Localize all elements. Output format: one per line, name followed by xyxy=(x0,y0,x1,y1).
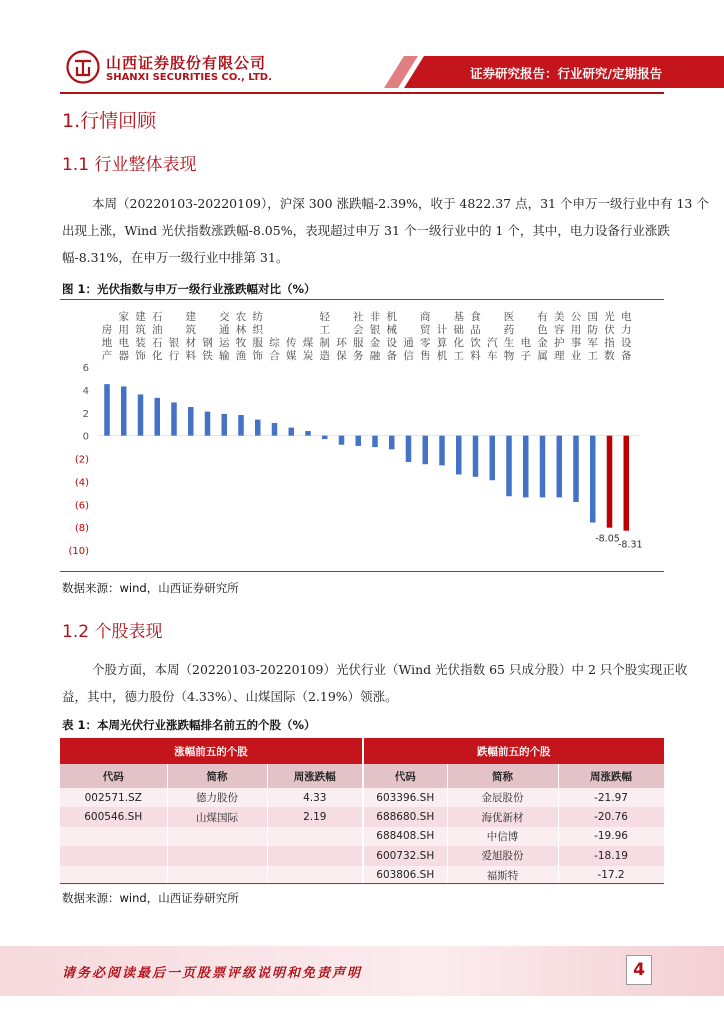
x-tick-label: 美容护理 xyxy=(554,311,565,362)
paragraph-line: 益，其中，德力股份（4.33%）、山煤国际（2.19%）领涨。 xyxy=(62,689,398,704)
table-cell: 海优新材 xyxy=(447,807,558,826)
bar-电力设备 xyxy=(624,436,630,531)
table-cell: 福斯特 xyxy=(447,866,558,885)
x-tick-label: 建筑材料 xyxy=(185,311,196,362)
paragraph-line: 幅-8.31%，在申万一级行业中排第 31。 xyxy=(62,250,289,265)
header-divider xyxy=(60,92,664,94)
table-source: 数据来源：wind，山西证券研究所 xyxy=(62,891,239,905)
table-cell: 中信博 xyxy=(447,827,558,846)
table-header: 简称 xyxy=(447,764,558,788)
x-tick-label: 国防军工 xyxy=(587,311,598,362)
company-name-cn: 山西证券股份有限公司 xyxy=(106,54,267,72)
bar-传媒 xyxy=(289,428,295,436)
table-group-up: 涨幅前五的个股 xyxy=(60,738,363,764)
figure-bottom-rule xyxy=(60,571,664,572)
bar-建筑装饰 xyxy=(138,394,144,435)
bar-电子 xyxy=(523,436,529,498)
x-tick-label: 电力设备 xyxy=(621,311,632,362)
x-tick-label: 通信 xyxy=(403,337,414,362)
table-cell xyxy=(60,846,167,865)
table-header: 代码 xyxy=(60,764,167,788)
bar-基础化工 xyxy=(456,436,462,475)
table-cell xyxy=(267,846,363,865)
table-cell: 爱旭股份 xyxy=(447,846,558,865)
bar-钢铁 xyxy=(205,412,211,436)
bar-国防军工 xyxy=(590,436,596,523)
bar-交通运输 xyxy=(222,414,228,436)
table-cell xyxy=(60,827,167,846)
table-cell: 金辰股份 xyxy=(447,788,558,807)
data-label: -8.05 xyxy=(595,533,620,545)
x-tick-label: 传媒 xyxy=(286,337,297,362)
page-number: 4 xyxy=(626,955,652,985)
x-tick-label: 建筑装饰 xyxy=(135,311,146,362)
table-cell: -19.96 xyxy=(558,827,664,846)
table-header: 周涨跌幅 xyxy=(267,764,363,788)
y-tick-label: 4 xyxy=(82,385,89,397)
bar-机械设备 xyxy=(389,436,395,450)
x-tick-label: 交通运输 xyxy=(219,311,230,362)
table-row xyxy=(60,846,664,865)
footer-disclaimer: 请务必阅读最后一页股票评级说明和免责声明 xyxy=(62,966,363,981)
table-group-down: 跌幅前五的个股 xyxy=(363,738,664,764)
x-tick-label: 轻工制造 xyxy=(319,311,330,362)
table-row xyxy=(60,827,664,846)
y-tick-label: 2 xyxy=(82,408,89,420)
x-tick-label: 计算机 xyxy=(436,324,448,362)
table-header: 简称 xyxy=(167,764,267,788)
bar-纺织服饰 xyxy=(255,420,261,436)
bar-非银金融 xyxy=(372,436,378,447)
figure-top-rule xyxy=(60,299,664,300)
x-tick-label: 银行 xyxy=(168,337,180,362)
table-cell: -17.2 xyxy=(558,866,664,885)
section-title: 1.行情回顾 xyxy=(62,110,157,132)
table-cell: -21.97 xyxy=(558,788,664,807)
bar-食品饮料 xyxy=(473,436,479,477)
subsection-title: 1.2 个股表现 xyxy=(62,622,163,642)
x-tick-label: 非银金融 xyxy=(369,311,381,362)
y-tick-label: (2) xyxy=(74,454,89,466)
stock-table xyxy=(60,738,665,885)
x-tick-label: 机械设备 xyxy=(386,311,397,362)
bar-公用事业 xyxy=(573,436,579,502)
bar-美容护理 xyxy=(557,436,563,498)
y-tick-label: (8) xyxy=(74,523,89,535)
table-cell: 德力股份 xyxy=(167,788,267,807)
bar-综合 xyxy=(272,423,278,436)
x-tick-label: 电子 xyxy=(520,337,531,362)
table-cell: 603396.SH xyxy=(363,788,447,807)
bar-汽车 xyxy=(490,436,496,481)
x-tick-label: 钢铁 xyxy=(202,337,213,362)
paragraph-line: 本周（20220103-20220109），沪深 300 涨跌幅-2.39%，收于 4822.37 点，31 个申万一级行业中有 13 个 xyxy=(92,196,709,211)
x-tick-label: 煤炭 xyxy=(302,337,314,362)
table-cell: 600732.SH xyxy=(363,846,447,865)
bar-chart xyxy=(60,301,664,571)
table-cell: 600546.SH xyxy=(60,807,167,826)
table-cell xyxy=(167,827,267,846)
x-tick-label: 纺织服饰 xyxy=(252,311,263,362)
x-tick-label: 环保 xyxy=(336,337,347,362)
bar-医药生物 xyxy=(506,436,512,497)
y-tick-label: (6) xyxy=(74,500,89,512)
table-cell: 山煤国际 xyxy=(167,807,267,826)
table-cell: 002571.SZ xyxy=(60,788,167,807)
bar-光伏指数 xyxy=(607,436,613,528)
paragraph-line: 个股方面，本周（20220103-20220109）光伏行业（Wind 光伏指数 65 只成分股）中 2 只个股实现正收 xyxy=(92,662,688,677)
x-tick-label: 光伏指数 xyxy=(604,311,615,362)
x-tick-label: 商贸零售 xyxy=(420,311,431,362)
x-tick-label: 医药生物 xyxy=(503,311,515,362)
bar-环保 xyxy=(339,436,345,445)
data-label: -8.31 xyxy=(617,539,643,551)
bar-商贸零售 xyxy=(423,436,429,465)
table-header: 周涨跌幅 xyxy=(558,764,664,788)
bar-家用电器 xyxy=(121,386,127,435)
x-tick-label: 汽车 xyxy=(487,337,498,362)
figure-caption: 图 1：光伏指数与申万一级行业涨跌幅对比（%） xyxy=(62,282,316,296)
bar-银行 xyxy=(171,402,177,435)
table-cell: -18.19 xyxy=(558,846,664,865)
bar-通信 xyxy=(406,436,412,462)
subsection-title: 1.1 行业整体表现 xyxy=(62,155,197,175)
bar-社会服务 xyxy=(356,436,362,446)
table-cell xyxy=(167,846,267,865)
bar-农林牧渔 xyxy=(238,415,244,436)
table-cell xyxy=(267,827,363,846)
table-header: 代码 xyxy=(363,764,447,788)
bar-建筑材料 xyxy=(188,407,194,436)
bar-石油石化 xyxy=(155,398,161,436)
y-tick-label: (4) xyxy=(74,477,89,489)
table-caption: 表 1：本周光伏行业涨跌幅排名前五的个股（%） xyxy=(62,718,316,732)
table-bottom-rule xyxy=(60,883,664,884)
x-tick-label: 家用电器 xyxy=(118,311,129,362)
x-tick-label: 有色金属 xyxy=(537,311,548,362)
x-tick-label: 公用事业 xyxy=(570,311,582,362)
table-cell: 4.33 xyxy=(267,788,363,807)
table-cell: 688680.SH xyxy=(363,807,447,826)
bar-有色金属 xyxy=(540,436,546,498)
x-tick-label: 房地产 xyxy=(101,324,113,362)
bar-轻工制造 xyxy=(322,436,328,439)
report-type: 证券研究报告：行业研究/定期报告 xyxy=(470,66,663,81)
table-row xyxy=(60,807,664,826)
table-row xyxy=(60,788,664,807)
x-tick-label: 综合 xyxy=(269,337,280,362)
paragraph-line: 出现上涨，Wind 光伏指数涨跌幅-8.05%，表现超过申万 31 个一级行业中的 1 个，其中，电力设备行业涨跌 xyxy=(62,223,670,238)
company-logo-icon xyxy=(66,50,100,84)
y-tick-label: 6 xyxy=(82,363,89,374)
y-tick-label: 0 xyxy=(82,431,89,443)
bar-房地产 xyxy=(104,384,110,435)
table-cell: 688408.SH xyxy=(363,827,447,846)
x-tick-label: 食品饮料 xyxy=(470,311,481,362)
x-tick-label: 社会服务 xyxy=(353,311,364,362)
x-tick-label: 农林牧渔 xyxy=(235,311,247,362)
x-tick-label: 基础化工 xyxy=(453,311,464,362)
x-tick-label: 石油石化 xyxy=(152,311,163,362)
company-name-en: SHANXI SECURITIES CO., LTD. xyxy=(106,72,272,83)
table-cell: 603806.SH xyxy=(363,866,447,885)
table-cell: -20.76 xyxy=(558,807,664,826)
figure-source: 数据来源：wind，山西证券研究所 xyxy=(62,581,239,595)
table-cell: 2.19 xyxy=(267,807,363,826)
bar-计算机 xyxy=(439,436,445,466)
bar-煤炭 xyxy=(305,431,311,436)
y-tick-label: (10) xyxy=(68,546,89,557)
